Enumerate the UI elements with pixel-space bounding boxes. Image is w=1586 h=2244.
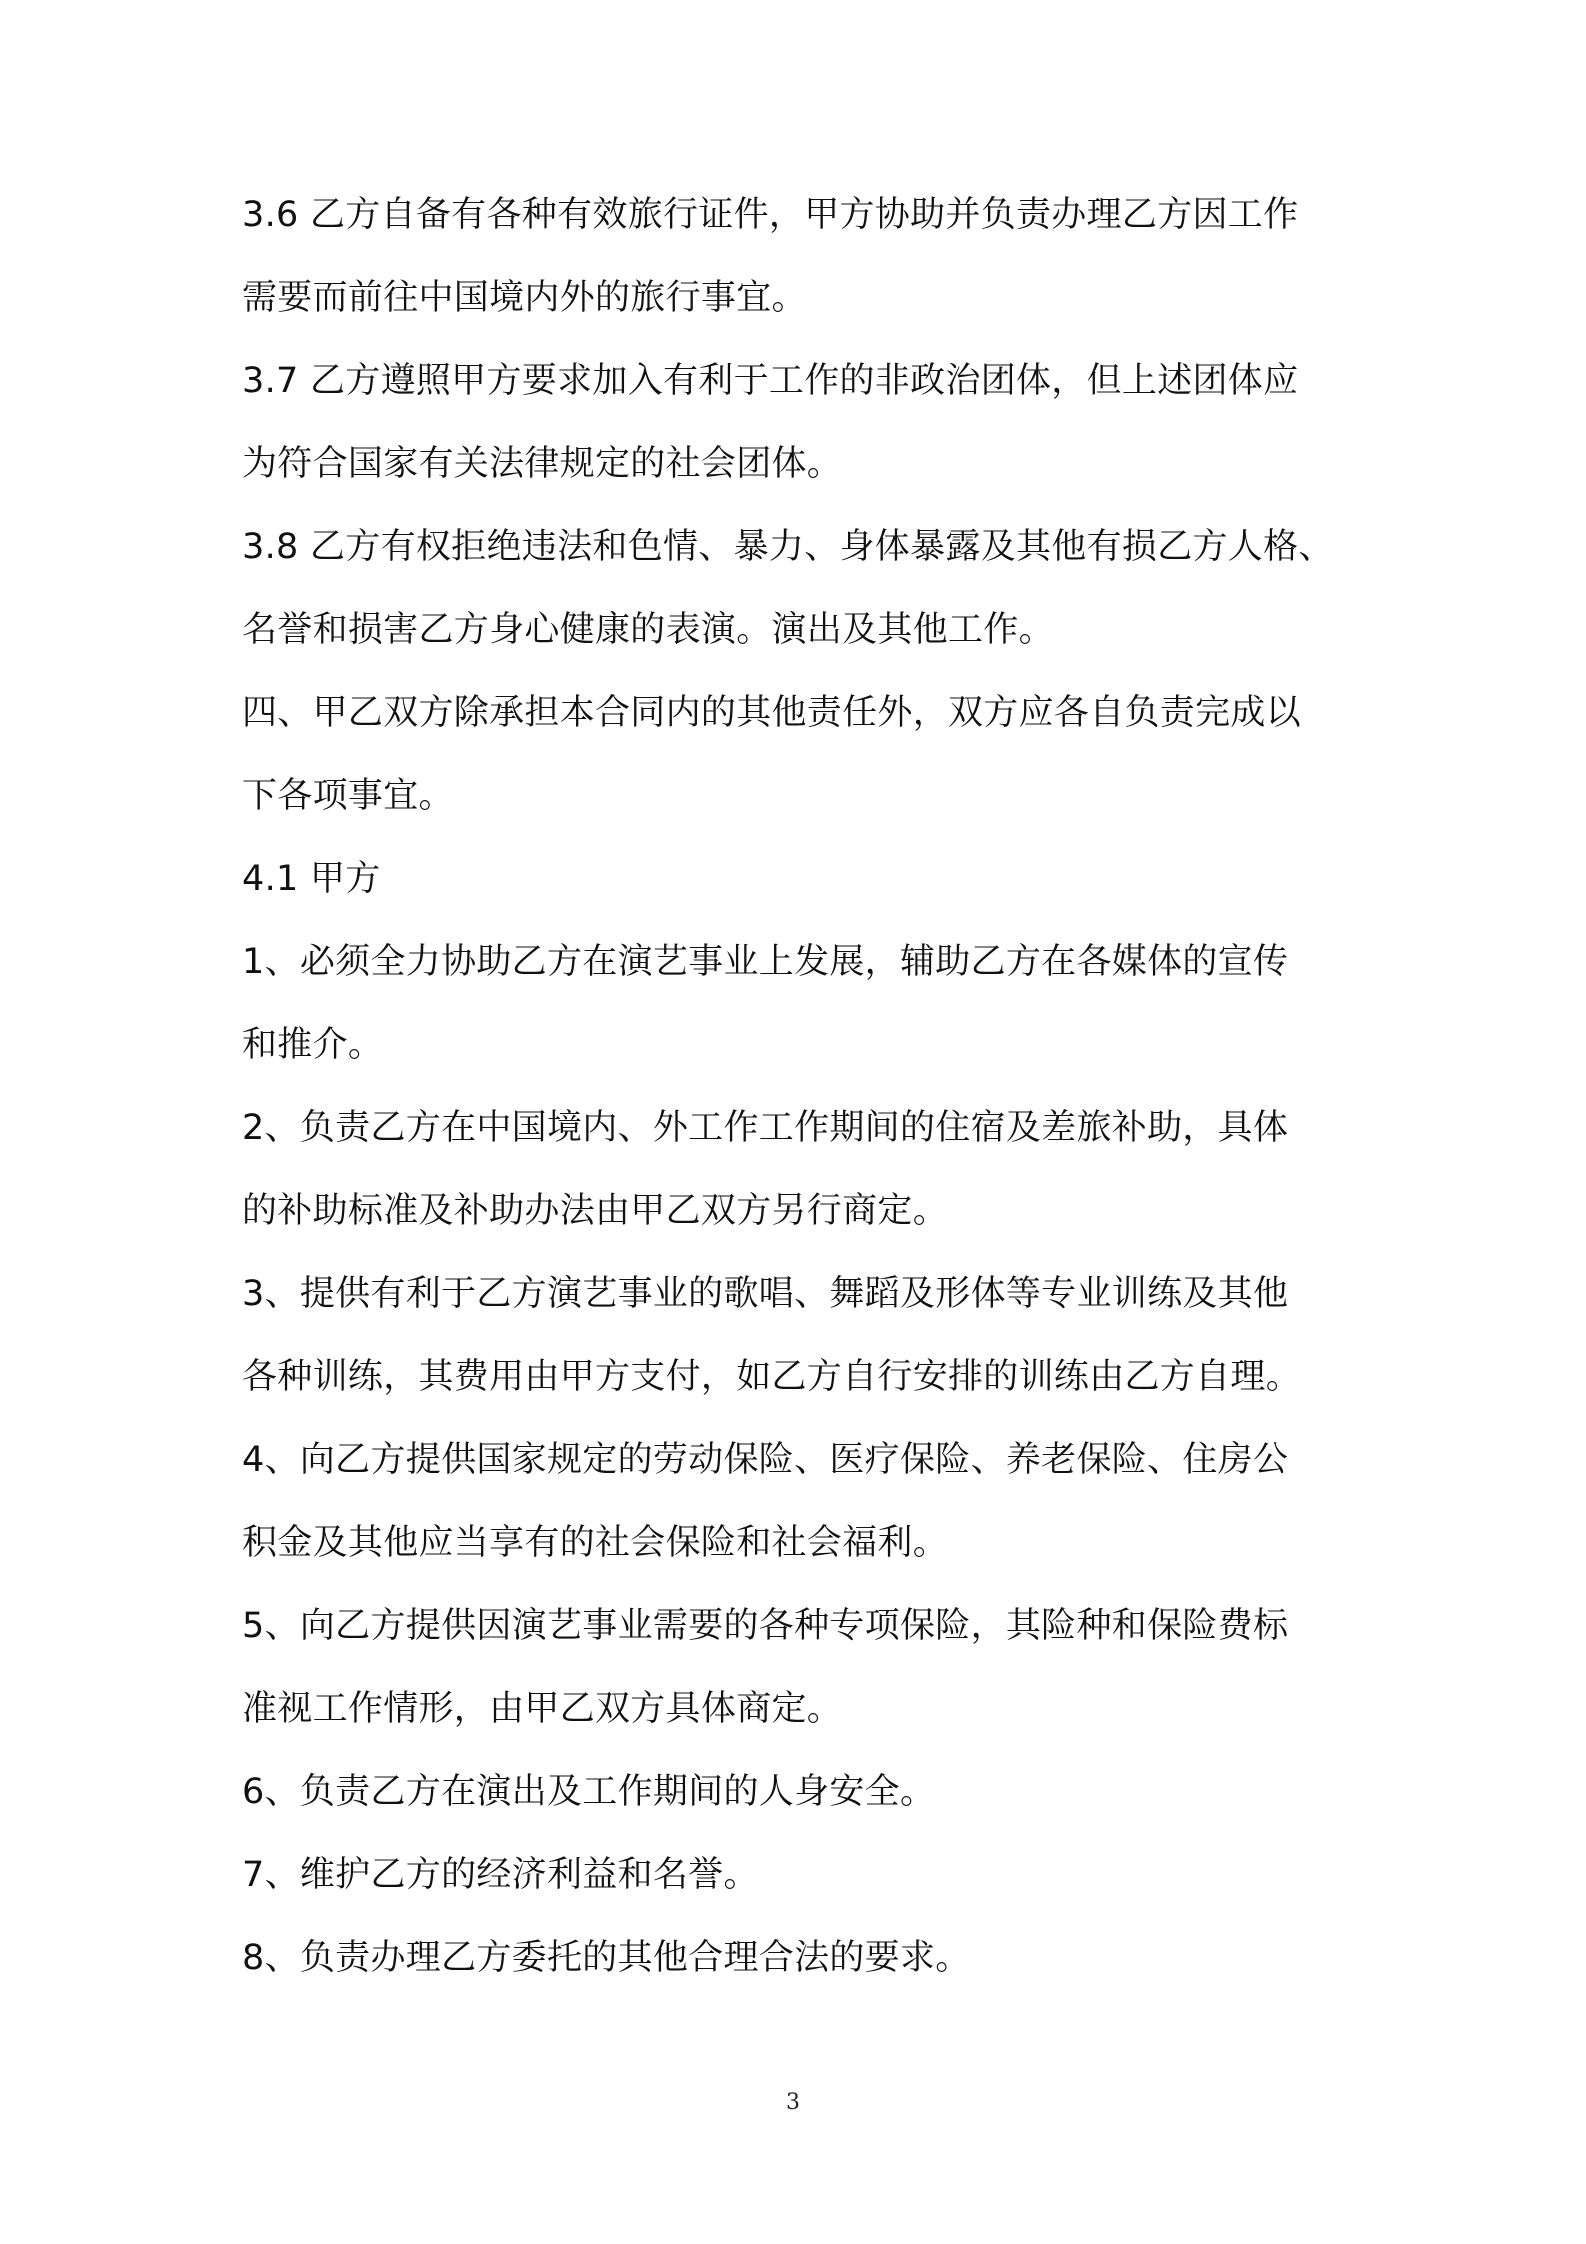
text-line-item-5-a: 5、向乙方提供因演艺事业需要的各种专项保险，其险种和保险费标 [242,1606,1289,1646]
text-line-item-4-a: 4、向乙方提供国家规定的劳动保险、医疗保险、养老保险、住房公 [242,1440,1289,1480]
text-line-item-2-b: 的补助标准及补助办法由甲乙双方另行商定。 [242,1191,949,1231]
text-line-3-8-a: 3.8 乙方有权拒绝违法和色情、暴力、身体暴露及其他有损乙方人格、 [242,527,1334,567]
page-number: 3 [786,2090,800,2115]
text-line-4-1-heading: 4.1 甲方 [242,859,381,899]
text-line-item-6: 6、负责乙方在演出及工作期间的人身安全。 [242,1772,936,1812]
text-line-section-4-b: 下各项事宜。 [242,776,454,816]
text-line-item-1-b: 和推介。 [242,1025,384,1065]
text-line-item-4-b: 积金及其他应当享有的社会保险和社会福利。 [242,1523,949,1563]
text-line-3-6-a: 3.6 乙方自备有各种有效旅行证件，甲方协助并负责办理乙方因工作 [242,195,1299,235]
text-line-item-3-a: 3、提供有利于乙方演艺事业的歌唱、舞蹈及形体等专业训练及其他 [242,1274,1289,1314]
text-line-item-8: 8、负责办理乙方委托的其他合理合法的要求。 [242,1938,971,1978]
text-line-3-7-a: 3.7 乙方遵照甲方要求加入有利于工作的非政治团体，但上述团体应 [242,361,1299,401]
text-line-3-7-b: 为符合国家有关法律规定的社会团体。 [242,444,843,484]
text-line-item-1-a: 1、必须全力协助乙方在演艺事业上发展，辅助乙方在各媒体的宣传 [242,942,1289,982]
text-line-item-2-a: 2、负责乙方在中国境内、外工作工作期间的住宿及差旅补助，具体 [242,1108,1289,1148]
text-line-3-6-b: 需要而前往中国境内外的旅行事宜。 [242,278,807,318]
text-line-section-4-a: 四、甲乙双方除承担本合同内的其他责任外，双方应各自负责完成以 [242,693,1302,733]
text-line-3-8-b: 名誉和损害乙方身心健康的表演。演出及其他工作。 [242,610,1054,650]
text-line-item-7: 7、维护乙方的经济利益和名誉。 [242,1855,759,1895]
text-line-item-3-b: 各种训练，其费用由甲方支付，如乙方自行安排的训练由乙方自理。 [242,1357,1302,1397]
text-line-item-5-b: 准视工作情形，由甲乙双方具体商定。 [242,1689,843,1729]
